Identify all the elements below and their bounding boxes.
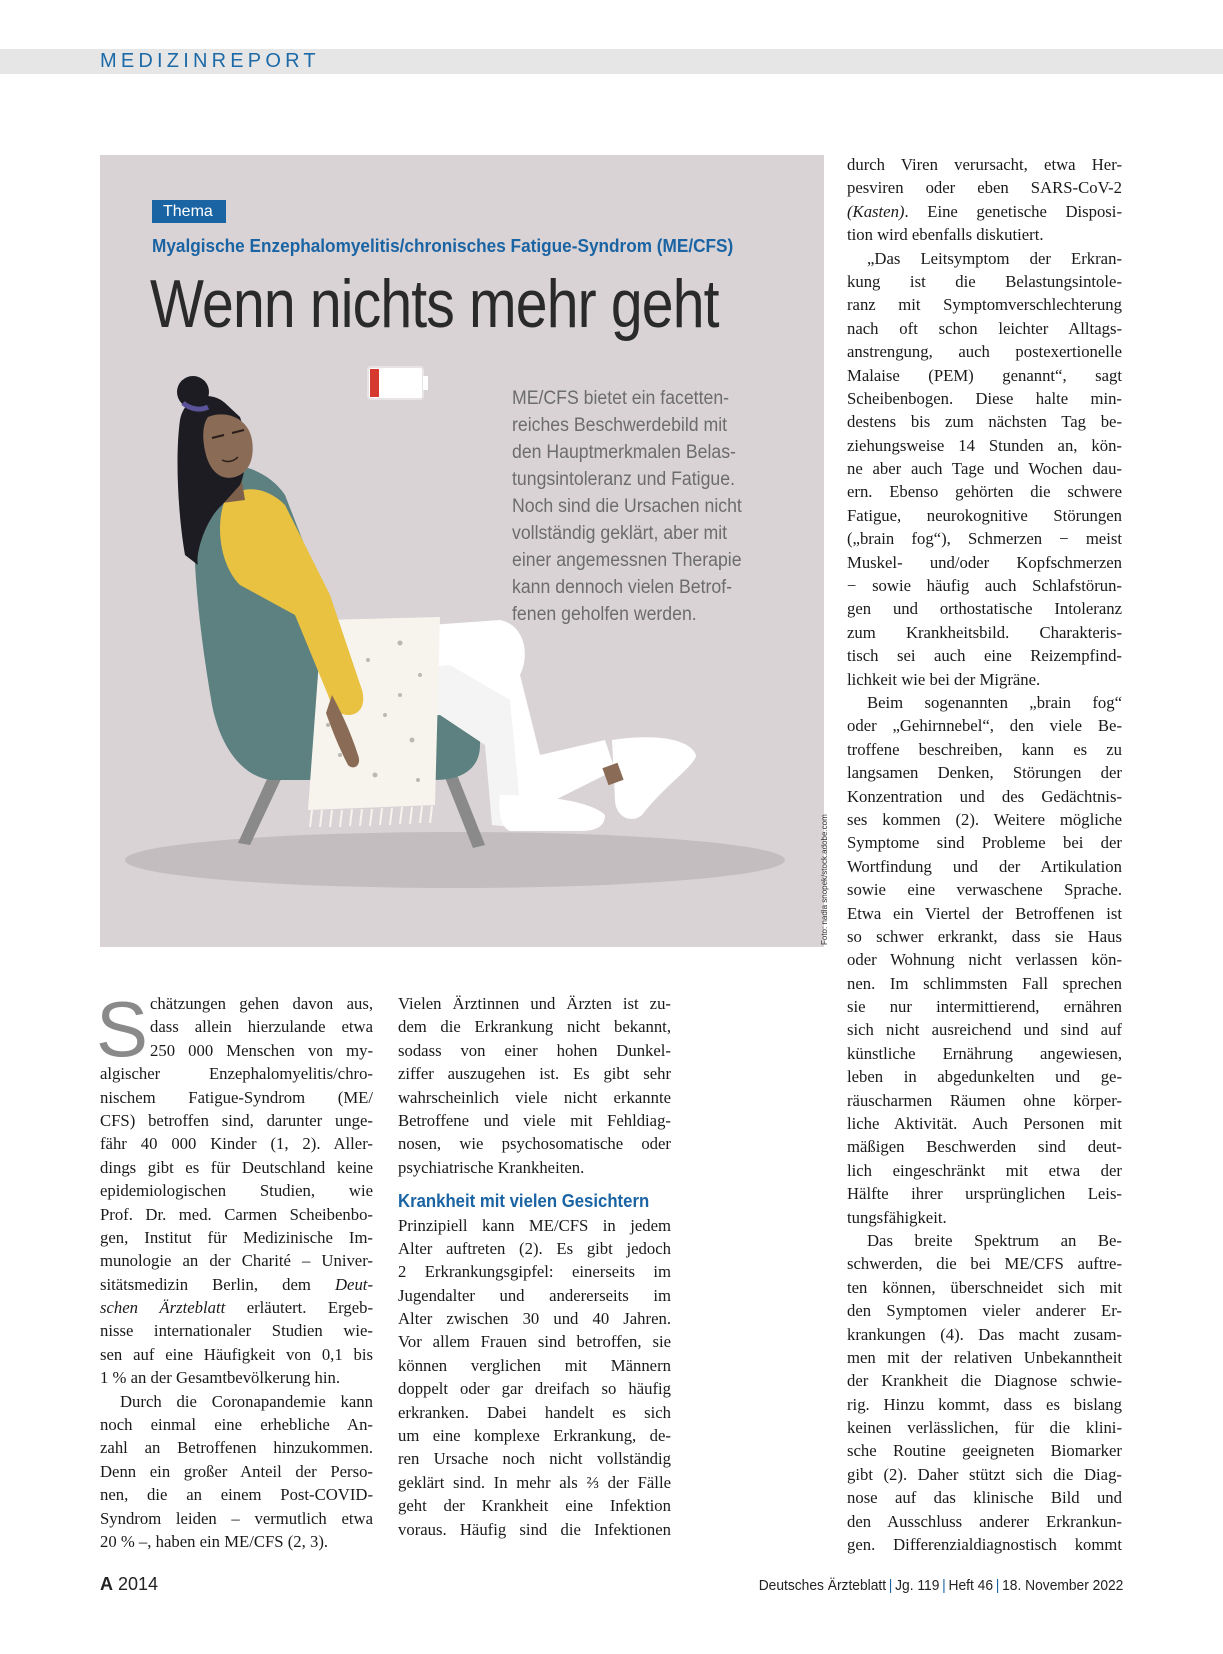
lead-paragraph	[512, 385, 782, 628]
low-battery-icon	[366, 365, 430, 401]
text-line: Alter zwischen 30 und 40 Jahren.	[398, 1309, 671, 1329]
text-line: CFS) betroffen sind, darunter unge-	[100, 1110, 373, 1130]
text-line: Symptome sind Probleme bei der	[847, 833, 1122, 853]
text-line: Alter auftreten (2). Es gibt jedoch	[398, 1238, 671, 1258]
lead-line: tungsintoleranz und Fatigue.	[512, 469, 735, 490]
text-line: oder Wohnung nicht verlassen kön-	[847, 950, 1122, 970]
text-line: Vor allem Frauen sind betroffen, sie	[398, 1332, 671, 1352]
text-line: nen. Im schlimmsten Fall sprechen	[847, 973, 1122, 993]
text-line: ne aber auch Tage und Wochen dau-	[847, 459, 1122, 479]
text-line: schen Ärzteblatt erläutert. Ergeb-	[100, 1298, 373, 1318]
text-line: chätzungen gehen davon aus,	[150, 994, 373, 1013]
text-line: 2 Erkrankungsgipfel: einerseits im	[398, 1262, 671, 1282]
text-line: sie nur intermittierend, ernähren	[847, 997, 1122, 1017]
text-line: Vielen Ärztinnen und Ärzten ist zu-	[398, 994, 671, 1013]
text-line: noch einmal eine erhebliche An-	[100, 1415, 373, 1435]
journal-volume: Jg. 119	[894, 1577, 940, 1594]
text-line: gen. Differenzialdiagnostisch kommt	[847, 1535, 1122, 1555]
text-line: um eine komplexe Erkrankung, de-	[398, 1426, 671, 1446]
text-line: erkranken. Dabei handelt es sich	[398, 1402, 671, 1422]
lead-line: einer angemessnen Therapie	[512, 550, 742, 571]
text-line: lich eingeschränkt mit etwa der	[847, 1160, 1122, 1180]
text-line: ern. Ebenso gehörten die schwere	[847, 482, 1122, 502]
text-line: ren Ursache noch nicht vollständig	[398, 1449, 671, 1469]
text-line: dings gibt es für Deutschland keine	[100, 1157, 373, 1177]
text-line: Beim sogenannten „brain fog“	[867, 692, 1122, 712]
text-line: Prinzipiell kann ME/CFS in jedem	[398, 1215, 671, 1235]
text-line: 250 000 Menschen von my-	[150, 1040, 373, 1060]
text-line: zum Krankheitsbild. Charakteris-	[847, 622, 1122, 642]
text-line: voraus. Häufig sind die Infektionen	[398, 1519, 671, 1539]
text-line: („brain fog“), Schmerzen − meist	[847, 529, 1122, 549]
text-line: räuscharmen Räumen ohne körper-	[847, 1090, 1122, 1110]
text-line: 1 % an der Gesamtbevölkerung hin.	[100, 1368, 341, 1388]
text-line: (Kasten). Eine genetische Disposi-	[847, 201, 1122, 221]
text-line: ranz mit Symptomverschlechterung	[847, 295, 1122, 315]
text-line: der Krankheit die Diagnose schwie-	[847, 1371, 1122, 1391]
text-line: keinen verlässlichen, für die klini-	[847, 1418, 1122, 1438]
text-line: nischem Fatigue-Syndrom (ME/	[100, 1087, 373, 1107]
lead-line: reiches Beschwerdebild mit	[512, 415, 728, 436]
section-label: MEDIZINREPORT	[100, 50, 320, 72]
text-line: krankungen (4). Das macht zusam-	[847, 1324, 1122, 1344]
text-line: tion wird ebenfalls diskutiert.	[847, 225, 1044, 245]
text-line: geht der Krankheit eine Infektion	[398, 1496, 671, 1516]
text-line: tungsfähigkeit.	[847, 1207, 947, 1227]
text-line: leben in abgedunkelten und ge-	[847, 1067, 1122, 1087]
text-line: men mit der relativen Unbekanntheit	[847, 1347, 1122, 1367]
text-line: durch Viren verursacht, etwa Her-	[847, 155, 1122, 174]
text-line: pesviren oder eben SARS-CoV-2	[847, 178, 1122, 198]
text-line: nach oft schon leichter Alltags-	[847, 318, 1122, 338]
text-line: 20 % –, haben ein ME/CFS (2, 3).	[100, 1531, 329, 1551]
journal-issue: Heft 46	[948, 1577, 993, 1594]
journal-date: 18. November 2022	[1001, 1577, 1123, 1594]
text-line: Prof. Dr. med. Carmen Scheibenbo-	[100, 1204, 373, 1224]
text-line: nisse internationaler Studien wie-	[100, 1321, 373, 1341]
text-line: Denn ein großer Anteil der Perso-	[100, 1461, 373, 1481]
text-line: ses kommen (2). Weitere mögliche	[847, 809, 1122, 829]
text-line: algischer Enzephalomyelitis/chro-	[100, 1064, 373, 1084]
lead-line: den Hauptmerkmalen Belas-	[512, 442, 736, 463]
text-line: gen und orthostatische Intoleranz	[847, 599, 1122, 619]
text-line: so schwer erkrankt, dass sie Haus	[847, 926, 1122, 946]
text-line: Fatigue, neurokognitive Störungen	[847, 505, 1122, 525]
body-column-2	[398, 992, 671, 1541]
text-line: nose auf das klinische Bild und	[847, 1488, 1122, 1508]
body-column-1	[100, 992, 373, 1553]
text-line: ziffer auszugehen ist. Es gibt sehr	[398, 1064, 671, 1084]
text-line: dass allein hierzulande etwa	[150, 1017, 373, 1037]
text-line: kung ist die Belastungsintole-	[847, 271, 1122, 291]
text-line: lichkeit wie bei der Migräne.	[847, 669, 1041, 689]
hero-image	[100, 155, 824, 947]
text-line: rig. Hinzu kommt, dass es bislang	[847, 1394, 1122, 1414]
text-line: Hälfte ihrer ursprünglichen Leis-	[847, 1184, 1122, 1204]
text-line: Jugendalter und andererseits im	[398, 1285, 671, 1305]
drop-cap: S	[96, 985, 149, 1073]
text-line: epidemiologischen Studien, wie	[100, 1181, 373, 1201]
text-line: troffene beschreiben, kann es zu	[847, 739, 1122, 759]
text-line: zahl an Betroffenen hinzukommen.	[100, 1438, 373, 1458]
text-line: munologie an der Charité – Univer-	[100, 1251, 373, 1271]
text-line: dem die Erkrankung nicht bekannt,	[398, 1017, 671, 1037]
thema-badge: Thema	[152, 200, 226, 223]
text-line: sche Routine geeigneten Biomarker	[847, 1441, 1122, 1461]
lead-line: fenen geholfen werden.	[512, 604, 697, 625]
text-line: sodass von einer hohen Dunkel-	[398, 1040, 671, 1060]
text-line: geklärt sind. In mehr als ⅔ der Fälle	[398, 1472, 671, 1492]
text-line: Etwa ein Viertel der Betroffenen ist	[847, 903, 1122, 923]
text-line: Das breite Spektrum an Be-	[867, 1230, 1122, 1250]
text-line: künstliche Ernährung angewiesen,	[847, 1043, 1122, 1063]
text-line: Konzentration und des Gedächtnis-	[847, 786, 1122, 806]
lead-line: vollständig geklärt, aber mit	[512, 523, 728, 544]
text-line: den Symptomen vieler anderer Er-	[847, 1301, 1122, 1321]
text-line: schwerden, die bei ME/CFS auftre-	[847, 1254, 1122, 1274]
text-line: liche Aktivität. Auch Personen mit	[847, 1114, 1122, 1134]
text-line: oder „Gehirnnebel“, den viele Be-	[847, 716, 1122, 736]
text-line: „Das Leitsymptom der Erkran-	[867, 248, 1122, 268]
text-line: doppelt oder gar dreifach so häufig	[398, 1379, 671, 1399]
journal-footer: Deutsches Ärzteblatt | Jg. 119 | Heft 46 | 18. November 2022	[758, 1577, 1123, 1594]
text-line: Wortfindung und der Artikulation	[847, 856, 1122, 876]
text-line: Syndrom leiden – vermutlich etwa	[100, 1508, 373, 1528]
text-line: sich nicht ausreichend und sind auf	[847, 1020, 1122, 1040]
text-line: langsamen Denken, Störungen der	[847, 763, 1122, 783]
text-line: nen, die an einem Post-COVID-	[100, 1485, 373, 1505]
text-line: Betroffene und viele mit Fehldiag-	[398, 1110, 671, 1130]
text-line: mäßigen Beschwerden sind deut-	[847, 1137, 1122, 1157]
body-column-3	[847, 153, 1122, 1556]
text-line: Scheibenbogen. Diese halte min-	[847, 388, 1122, 408]
article-subtitle: Myalgische Enzephalomyelitis/chronisches Fatigue-Syndrom (ME/CFS)	[152, 235, 734, 256]
lead-line: Noch sind die Ursachen nicht	[512, 496, 742, 517]
text-line: fähr 40 000 Kinder (1, 2). Aller-	[100, 1134, 373, 1154]
text-line: können verglichen mit Männern	[398, 1355, 671, 1375]
text-line: − sowie häufig auch Schlafstörun-	[847, 576, 1122, 596]
page-number: A 2014	[100, 1574, 159, 1594]
journal-name: Deutsches Ärzteblatt	[758, 1577, 886, 1594]
article-title: Wenn nichts mehr geht	[150, 266, 719, 342]
text-line: den Ausschluss anderer Erkrankun-	[847, 1511, 1122, 1531]
text-line: wahrscheinlich viele nicht erkannte	[398, 1087, 671, 1107]
text-line: anstrengung, auch postexertionelle	[847, 342, 1122, 362]
text-line: tisch sei auch eine Reizempfind-	[847, 646, 1122, 666]
text-line: ziehungsweise 14 Stunden an, kön-	[847, 435, 1122, 455]
text-line: sitätsmedizin Berlin, dem Deut-	[100, 1274, 373, 1294]
text-line: Durch die Coronapandemie kann	[120, 1391, 373, 1411]
text-line: destens bis zum nächsten Tag be-	[847, 412, 1122, 432]
text-line: Muskel- und/oder Kopfschmerzen	[847, 552, 1122, 572]
text-line: gen, Institut für Medizinische Im-	[100, 1227, 373, 1247]
text-line: Malaise (PEM) genannt“, sagt	[847, 365, 1122, 385]
text-line: nosen, wie psychosomatische oder	[398, 1134, 671, 1154]
section-subheading: Krankheit mit vielen Gesichtern	[398, 1191, 650, 1212]
text-line: psychiatrische Krankheiten.	[398, 1157, 585, 1177]
text-line: sowie eine verwaschene Sprache.	[847, 880, 1122, 900]
lead-line: kann dennoch vielen Betrof-	[512, 577, 733, 598]
text-line: sen auf eine Häufigkeit von 0,1 bis	[100, 1344, 373, 1364]
text-line: ten können, überschneidet sich mit	[847, 1277, 1122, 1297]
text-line: gibt (2). Daher stützt sich die Diag-	[847, 1464, 1122, 1484]
photo-credit: Foto: nadia snopek/stock.adobe.com	[820, 814, 829, 945]
lead-line: ME/CFS bietet ein facetten-	[512, 388, 730, 409]
